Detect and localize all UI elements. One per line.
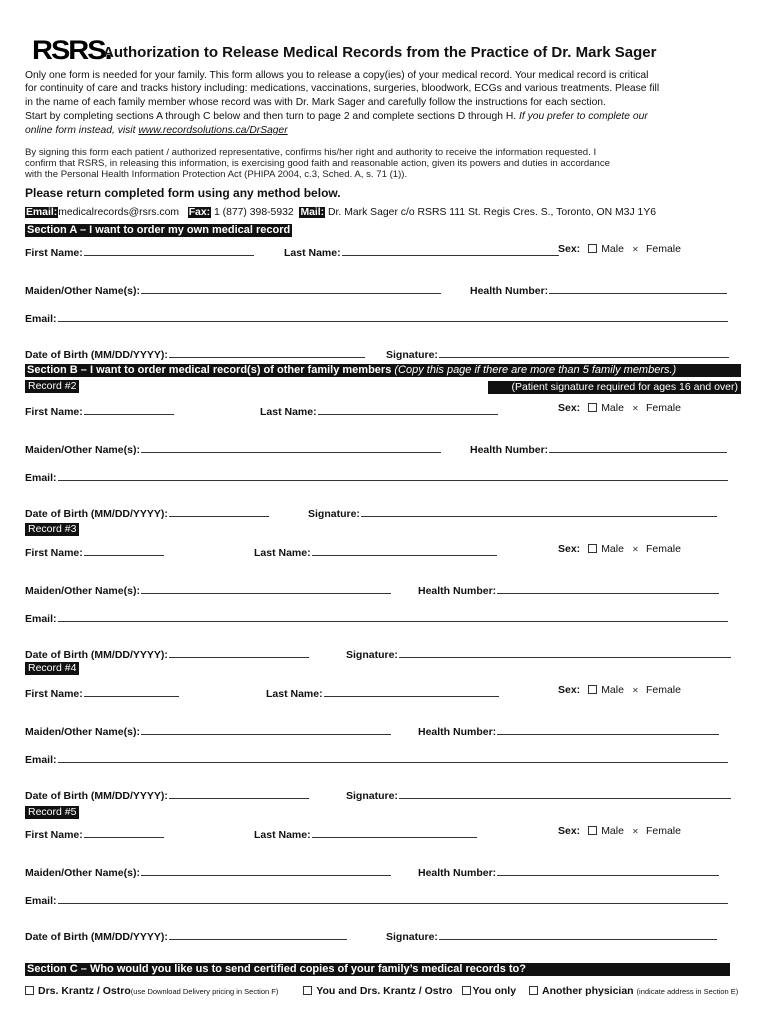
email-label: Email: [25,895,57,907]
dob-field[interactable] [169,648,309,658]
last-name-group-b4 [266,684,499,702]
section-b-header [25,364,741,377]
maiden-row-b5 [25,863,391,881]
checkbox-you-and-krantz-ostro[interactable] [303,986,312,995]
signature-group-b5 [386,927,717,945]
health-number-field[interactable] [497,725,719,735]
signature-group-b4 [346,786,731,804]
consent-line-3: with the Personal Health Information Protection Act (PHIPA 2004, c.3, Sched. A, s. 71 (1)). [25,169,408,180]
maiden-name-field[interactable] [141,443,441,453]
email-field[interactable] [58,471,728,481]
email-row-b5 [25,891,728,909]
dob-label: Date of Birth (MM/DD/YYYY): [25,349,168,361]
male-label: Male [601,684,624,696]
male-checkbox[interactable] [588,403,597,412]
male-label: Male [601,543,624,555]
dob-label: Date of Birth (MM/DD/YYYY): [25,649,168,661]
male-checkbox[interactable] [588,685,597,694]
option-another-physician: Another physician [542,985,634,997]
male-label: Male [601,402,624,414]
section-c-options [25,985,738,997]
male-checkbox[interactable] [588,544,597,553]
record-label-b2: Record #2 [25,380,79,393]
signature-field[interactable] [361,507,717,517]
first-name-field[interactable] [84,828,164,838]
email-label: Email: [25,613,57,625]
female-label: Female [645,243,681,255]
intro-line-5-italic: online form instead, visit [25,125,139,136]
dob-label: Date of Birth (MM/DD/YYYY): [25,508,168,520]
female-label: Female [645,684,681,696]
female-label: Female [645,543,681,555]
maiden-name-field[interactable] [141,866,391,876]
health-number-group-b4 [418,722,719,740]
dob-row-b2 [25,504,269,522]
email-field[interactable] [58,753,728,763]
sex-label: Sex: [558,402,581,414]
signature-field[interactable] [439,930,717,940]
first-name-label: First Name: [25,406,83,418]
first-name-label: First Name: [25,688,83,700]
dob-field[interactable] [169,507,269,517]
dob-field[interactable] [169,789,309,799]
email-row-b2 [25,468,728,486]
intro-line-3: in the name of each family member whose record was with Dr. Mark Sager and carefully follow the instructions for each section. [25,97,606,108]
option-another-physician-note: (indicate address in Section E) [636,987,739,996]
email-label: Email: [25,313,57,325]
male-label: Male [601,243,624,255]
male-checkbox[interactable] [588,826,597,835]
female-label: Female [645,402,681,414]
last-name-group-b3 [254,543,497,561]
name-row-b5 [25,825,164,843]
maiden-row-b3 [25,581,391,599]
first-name-label: First Name: [25,829,83,841]
section-c-header: Section C – Who would you like us to send certified copies of your family’s medical records to? [25,963,730,976]
dob-row-a [25,345,365,363]
page-title: Authorization to Release Medical Records from the Practice of Dr. Mark Sager [103,44,657,61]
last-name-group-a [284,243,559,261]
maiden-name-field[interactable] [141,284,441,294]
dob-label: Date of Birth (MM/DD/YYYY): [25,790,168,802]
sex-label: Sex: [558,825,581,837]
health-number-field[interactable] [497,866,719,876]
record-label-b3: Record #3 [25,523,79,536]
health-number-group-a [470,281,727,299]
sex-group-b3 [558,543,681,555]
sex-label: Sex: [558,684,581,696]
maiden-row-b2 [25,440,441,458]
female-checkbox[interactable]: ✕ [631,404,639,413]
first-name-field[interactable] [84,246,254,256]
signature-field[interactable] [439,348,729,358]
signature-group-b2 [308,504,717,522]
first-name-field[interactable] [84,405,174,415]
health-number-label: Health Number: [470,285,549,297]
name-row-b3 [25,543,164,561]
maiden-name-label: Maiden/Other Name(s): [25,726,140,738]
health-number-label: Health Number: [418,585,497,597]
consent-line-1: By signing this form each patient / authorized representative, confirms his/her right and authority to receive the information requested. I [25,147,597,158]
health-number-field[interactable] [549,284,727,294]
signature-label: Signature: [386,349,438,361]
last-name-field[interactable] [312,546,497,556]
return-heading: Please return completed form using any method below. [25,186,341,200]
health-number-group-b2 [470,440,727,458]
health-number-label: Health Number: [470,444,549,456]
signature-field[interactable] [399,648,731,658]
last-name-label: Last Name: [254,829,311,841]
last-name-label: Last Name: [260,406,317,418]
patient-signature-note: (Patient signature required for ages 16 and over) [488,381,741,394]
dob-field[interactable] [169,930,347,940]
dob-row-b5 [25,927,347,945]
mail-address: Dr. Mark Sager c/o RSRS 111 St. Regis Cres. S., Toronto, ON M3J 1Y6 [328,207,657,218]
name-row-b4 [25,684,179,702]
health-number-field[interactable] [497,584,719,594]
section-b-title: Section B – I want to order medical record(s) of other family members [27,364,392,376]
signature-label: Signature: [386,931,438,943]
dob-row-b3 [25,645,309,663]
maiden-name-label: Maiden/Other Name(s): [25,444,140,456]
signature-label: Signature: [308,508,360,520]
intro-line-1: Only one form is needed for your family. This form allows you to release a copy(ies) of your medical record. Your medical record is critical [25,70,649,81]
dob-field[interactable] [169,348,365,358]
contact-line [25,207,656,218]
dob-label: Date of Birth (MM/DD/YYYY): [25,931,168,943]
email-label: Email: [26,207,58,218]
email-row-b4 [25,750,728,768]
online-form-link[interactable]: www.recordsolutions.ca/DrSager [138,125,288,136]
maiden-name-label: Maiden/Other Name(s): [25,867,140,879]
name-row-b2 [25,402,174,420]
checkbox-you-only[interactable] [462,986,471,995]
intro-line-4-italic: If you prefer to complete our [518,111,648,122]
signature-field[interactable] [399,789,731,799]
checkbox-another-physician[interactable] [529,986,538,995]
checkbox-krantz-ostro[interactable] [25,986,34,995]
intro-line-4-text: Start by completing sections A through C below and then turn to page 2 and complete sections D through H. [25,111,519,122]
email-field[interactable] [58,312,728,322]
last-name-field[interactable] [312,828,477,838]
fax-number: 1 (877) 398-5932 [213,207,294,218]
health-number-group-b3 [418,581,719,599]
email-field[interactable] [58,894,728,904]
email-field[interactable] [58,612,728,622]
record-label-b4: Record #4 [25,662,79,675]
signature-label: Signature: [346,790,398,802]
consent-line-2: confirm that RSRS, in releasing this information, is exercising good faith and reasonable action, given its powers and duties in accordance [25,158,611,169]
maiden-name-field[interactable] [141,584,391,594]
sex-label: Sex: [558,543,581,555]
signature-label: Signature: [346,649,398,661]
last-name-field[interactable] [318,405,498,415]
first-name-field[interactable] [84,546,164,556]
email-row-a [25,309,728,327]
female-checkbox[interactable]: ✕ [631,827,639,836]
last-name-group-b5 [254,825,477,843]
record-label-b5: Record #5 [25,806,79,819]
first-name-label: First Name: [25,547,83,559]
signature-group-a [386,345,729,363]
last-name-label: Last Name: [284,247,341,259]
female-checkbox[interactable]: ✕ [631,686,639,695]
rsrs-logo: RSRS. [32,36,111,66]
health-number-field[interactable] [549,443,727,453]
first-name-label: First Name: [25,247,83,259]
last-name-label: Last Name: [254,547,311,559]
health-number-label: Health Number: [418,726,497,738]
maiden-name-label: Maiden/Other Name(s): [25,585,140,597]
last-name-field[interactable] [342,246,559,256]
sex-group-a [558,243,681,255]
health-number-label: Health Number: [418,867,497,879]
male-label: Male [601,825,624,837]
female-checkbox[interactable]: ✕ [631,245,639,254]
option-you-only: You only [472,985,517,997]
mail-label: Mail: [300,207,325,218]
male-checkbox[interactable] [588,244,597,253]
female-label: Female [645,825,681,837]
maiden-row-b4 [25,722,391,740]
last-name-field[interactable] [324,687,499,697]
intro-line-2: for continuity of care and tracks history including: medications, vaccinations, surgeries, bloodwork, ECGs and various treatments. Please fill [25,83,660,94]
signature-group-b3 [346,645,731,663]
intro-line-5 [25,125,288,137]
email-label: Email: [25,472,57,484]
option-you-and-krantz-ostro: You and Drs. Krantz / Ostro [316,985,453,997]
section-b-note: (Copy this page if there are more than 5 family members.) [394,364,677,376]
maiden-name-label: Maiden/Other Name(s): [25,285,140,297]
email-label: Email: [25,754,57,766]
first-name-field[interactable] [84,687,179,697]
last-name-group-b2 [260,402,498,420]
name-row-a [25,243,254,261]
option-krantz-ostro-note: (use Download Delivery pricing in Section F) [130,987,279,996]
female-checkbox[interactable]: ✕ [631,545,639,554]
health-number-group-b5 [418,863,719,881]
section-a-header: Section A – I want to order my own medical record [27,224,291,236]
email-row-b3 [25,609,728,627]
sex-group-b4 [558,684,681,696]
intro-line-4 [25,111,648,123]
email-address[interactable]: medicalrecords@rsrs.com [58,207,180,218]
sex-group-b2 [558,402,681,414]
last-name-label: Last Name: [266,688,323,700]
maiden-name-field[interactable] [141,725,391,735]
option-krantz-ostro: Drs. Krantz / Ostro [38,985,131,997]
sex-group-b5 [558,825,681,837]
sex-label: Sex: [558,243,581,255]
maiden-row-a [25,281,441,299]
fax-label: Fax: [188,207,211,218]
dob-row-b4 [25,786,309,804]
